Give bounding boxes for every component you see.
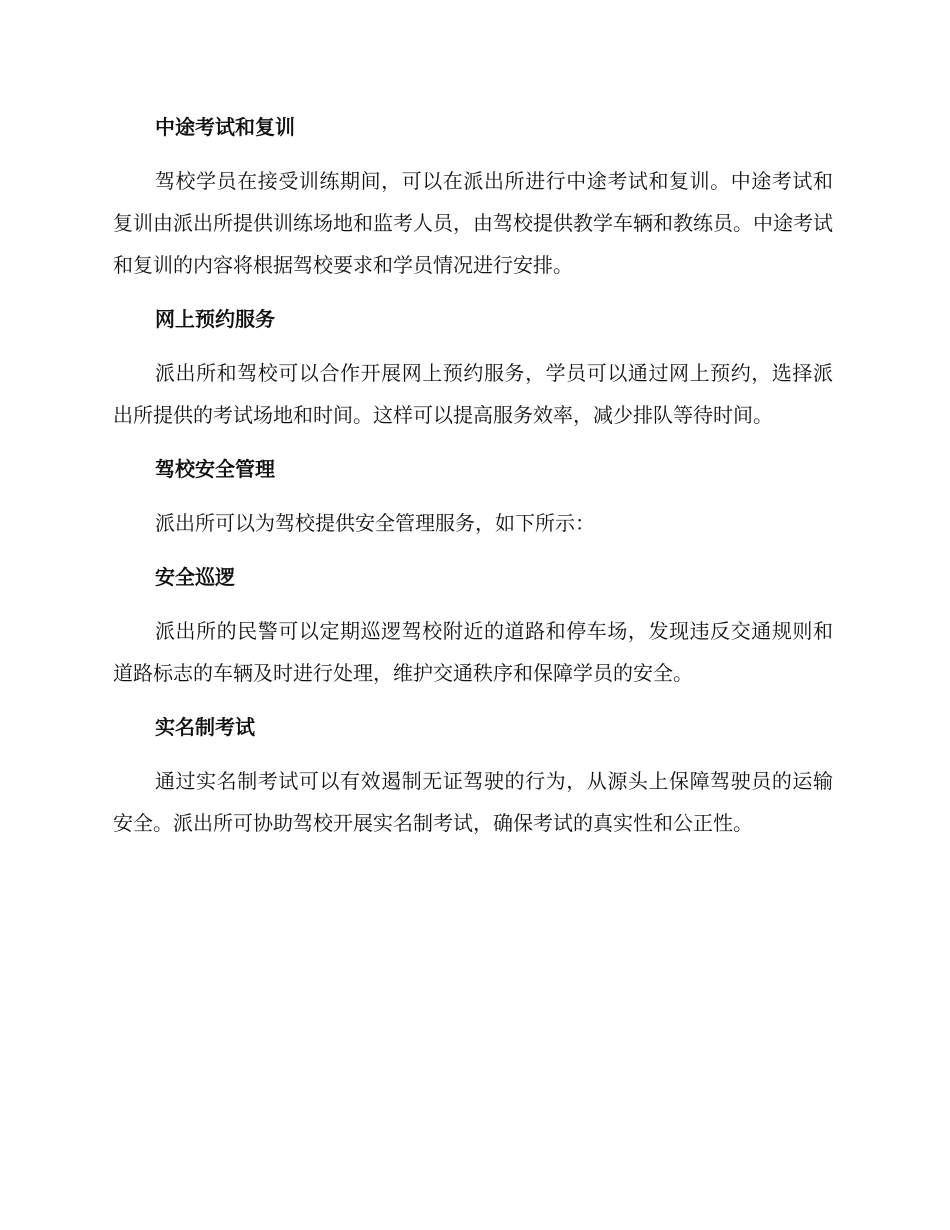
- section-paragraph-real-name-exam: 通过实名制考试可以有效遏制无证驾驶的行为，从源头上保障驾驶员的运输安全。派出所可协助驾校开展实名制考试，确保考试的真实性和公正性。: [113, 769, 833, 835]
- section-paragraph-online-booking: 派出所和驾校可以合作开展网上预约服务，学员可以通过网上预约，选择派出所提供的考试场地和时间。这样可以提高服务效率，减少排队等待时间。: [113, 361, 833, 427]
- section-heading-midterm-exam: 中途考试和复训: [155, 115, 295, 139]
- section-heading-safety-patrol: 安全巡逻: [155, 565, 235, 589]
- section-paragraph-safety-patrol: 派出所的民警可以定期巡逻驾校附近的道路和停车场，发现违反交通规则和道路标志的车辆及时进行处理，维护交通秩序和保障学员的安全。: [113, 619, 833, 685]
- section-heading-safety-management: 驾校安全管理: [155, 457, 275, 481]
- section-paragraph-midterm-exam: 驾校学员在接受训练期间，可以在派出所进行中途考试和复训。中途考试和复训由派出所提供训练场地和监考人员，由驾校提供教学车辆和教练员。中途考试和复训的内容将根据驾校要求和学员情况进行安排。: [113, 169, 833, 277]
- section-heading-real-name-exam: 实名制考试: [155, 715, 255, 739]
- document-page: [113, 106, 833, 856]
- section-heading-online-booking: 网上预约服务: [155, 307, 275, 331]
- section-paragraph-safety-management: 派出所可以为驾校提供安全管理服务，如下所示：: [155, 511, 595, 535]
